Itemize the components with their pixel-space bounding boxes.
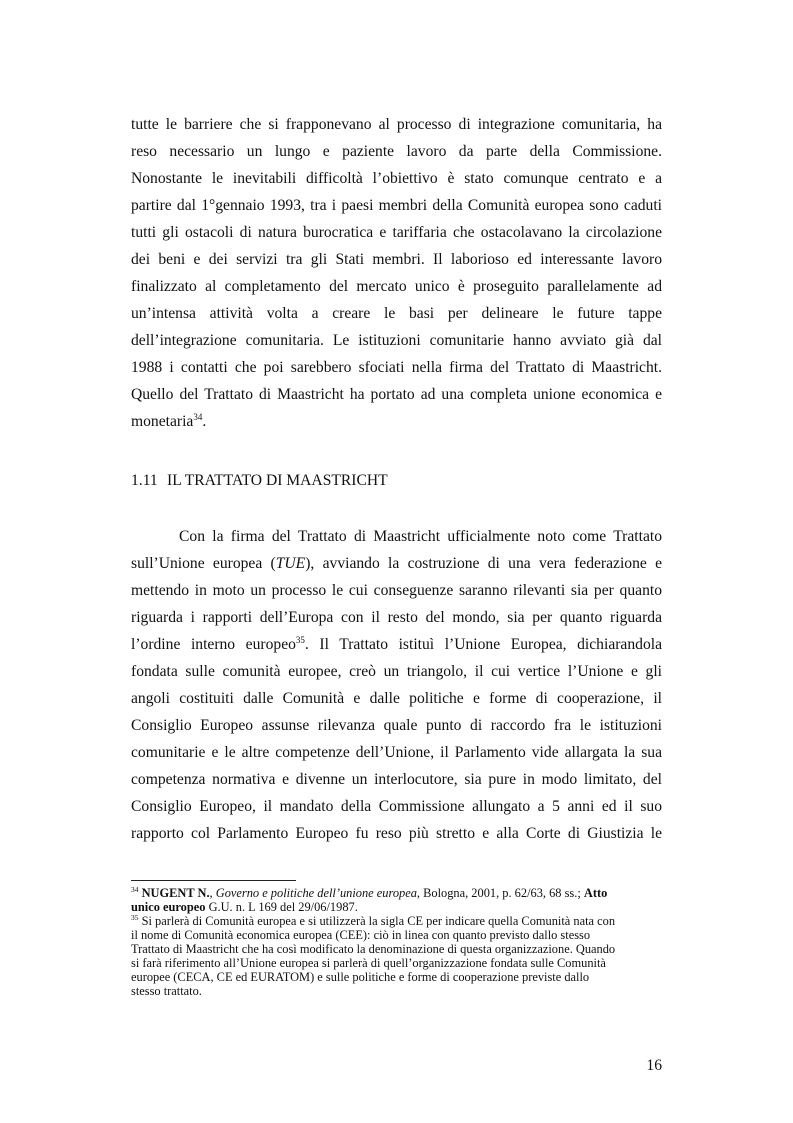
footnote-35-cont: il nome di Comunità economica europea (CEE): ciò in linea con quanto previsto dallo stesso (131, 928, 591, 942)
text-line: finalizzato al completamento del mercato unico è proseguito parallelamente ad (131, 278, 662, 295)
footnote-ref[interactable]: 35 (295, 634, 305, 645)
text-line: angoli costituiti dalle Comunità e dalle politiche e forme di cooperazione, il (131, 690, 662, 707)
section-number: 1.11 (131, 472, 158, 489)
text-fragment: , (209, 886, 216, 900)
footnote-author: NUGENT N. (141, 886, 210, 900)
text-fragment: Bologna, 2001, p. 62/63, 68 ss.; (420, 886, 584, 900)
footnote-35-cont: europee (CECA, CE ed EURATOM) e sulle politiche e forme di cooperazione previste dallo (131, 970, 590, 984)
text-fragment: Atto (583, 886, 608, 900)
text-line: 1988 i contatti che poi sarebbero sfociati nella firma del Trattato di Maastricht. (131, 359, 662, 376)
text-line (131, 550, 662, 577)
footnote-35-cont: si farà riferimento all’Unione europea si parlerà di quell’organizzazione fondata sulle Comunità (131, 956, 606, 970)
text-line: Con la firma del Trattato di Maastricht ufficialmente noto come Trattato (179, 528, 662, 545)
text-line: Quello del Trattato di Maastricht ha portato ad una completa unione economica e (131, 386, 662, 403)
text-line: mettendo in moto un processo le cui conseguenze saranno rilevanti sia per quanto (131, 582, 662, 599)
footnote-book-title: Governo e politiche dell’unione europea, (215, 886, 421, 900)
text-fragment: Si parlerà di Comunità europea e si utilizzerà la sigla CE per indicare quella Comunità nata con (138, 914, 616, 928)
text-line: fondata sulle comunità europee, creò un triangolo, il cui vertice l’Unione e gli (131, 663, 662, 680)
text-line: Nonostante le inevitabili difficoltà l’obiettivo è stato comunque centrato e a (131, 170, 662, 187)
text-line: rapporto col Parlamento Europeo fu reso più stretto e alla Corte di Giustizia le (131, 825, 662, 842)
text-line: tutti gli ostacoli di natura burocratica e tariffaria che ostacolavano la circolazione (131, 224, 662, 241)
text-fragment: . Il Trattato istituì l’Unione Europea, dichiarandola (304, 636, 662, 653)
footnote-marker: 34 (131, 884, 139, 894)
paragraph-maastricht (131, 523, 662, 847)
text-fragment: monetaria (131, 413, 194, 430)
text-line: partire dal 1°gennaio 1993, tra i paesi membri della Comunità europea sono caduti (131, 197, 662, 214)
text-line: un’intensa attività volta a creare le basi per delineare le future tappe (131, 305, 662, 322)
text-line (131, 631, 662, 658)
text-line: tutte le barriere che si frapponevano al processo di integrazione comunitaria, ha (131, 116, 662, 133)
text-line: reso necessario un lungo e paziente lavoro da parte della Commissione. (131, 143, 662, 160)
paragraph-continuation (131, 111, 662, 435)
section-title: IL TRATTATO DI MAASTRICHT (167, 472, 388, 489)
text-line (131, 408, 662, 435)
text-fragment: unico europeo (131, 900, 206, 914)
footnote-marker: 35 (131, 912, 139, 922)
page-number: 16 (646, 1057, 662, 1074)
text-fragment: . (202, 413, 207, 430)
footnote-35-cont: Trattato di Maastricht che ha così modificato la denominazione di questa organizzazione. Quando (131, 942, 616, 956)
footnote-34-cont (131, 900, 662, 914)
footnote-35 (131, 914, 662, 928)
text-fragment: ), avviando la costruzione di una vera federazione e (305, 555, 663, 572)
text-line: Consiglio Europeo, il mandato della Commissione allungato a 5 anni ed il suo (131, 798, 662, 815)
footnote-separator (131, 880, 296, 881)
text-fragment: sull’Unione europea ( (131, 555, 276, 572)
footnote-ref[interactable]: 34 (193, 411, 203, 422)
footnote-35-cont: stesso trattato. (131, 984, 202, 998)
emphasis-tue: TUE (275, 555, 306, 572)
text-line: riguarda i rapporti dell’Europa con il resto del mondo, sia per quanto riguarda (131, 609, 662, 626)
text-line: dell’integrazione comunitaria. Le istituzioni comunitarie hanno avviato già dal (131, 332, 662, 349)
text-line: dei beni e dei servizi tra gli Stati membri. Il laborioso ed interessante lavoro (131, 251, 662, 268)
text-fragment: G.U. n. L 169 del 29/06/1987. (205, 900, 358, 914)
text-line: competenza normativa e divenne un interlocutore, sia pure in modo limitato, del (131, 771, 662, 788)
footnote-34 (131, 886, 662, 900)
section-heading (131, 470, 388, 492)
text-line: Consiglio Europeo assunse rilevanza quale punto di raccordo fra le istituzioni (131, 717, 662, 734)
text-fragment: l’ordine interno europeo (131, 636, 296, 653)
footnotes (131, 886, 662, 998)
text-line: comunitarie e le altre competenze dell’Unione, il Parlamento vide allargata la sua (131, 744, 662, 761)
